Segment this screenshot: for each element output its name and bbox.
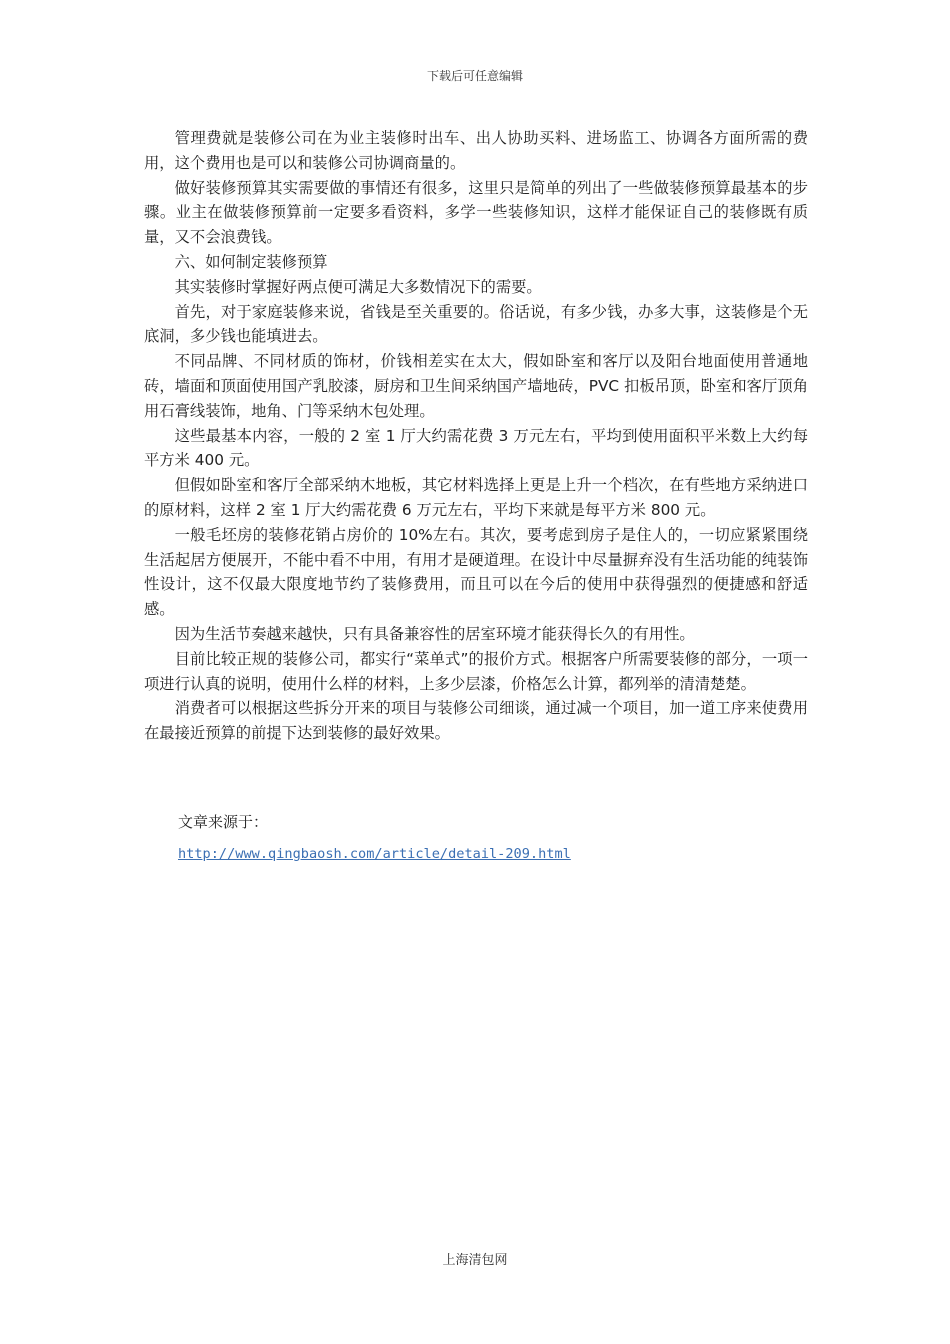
source-link[interactable]: http://www.qingbaosh.com/article/detail-209.html	[178, 846, 571, 862]
paragraph-negotiation: 消费者可以根据这些拆分开来的项目与装修公司细谈，通过减一个项目，加一道工序来使费用在最接近预算的前提下达到装修的最好效果。	[144, 699, 808, 743]
paragraph-upgraded-cost: 但假如卧室和客厅全部采纳木地板，其它材料选择上更是上升一个档次，在有些地方采纳进口的原材料，这样 2 室 1 厅大约需花费 6 万元左右，平均下来就是每平方米 800 元。	[144, 476, 808, 519]
paragraph-practical-design: 一般毛坯房的装修花销占房价的 10%左右。其次，要考虑到房子是住人的，一切应紧紧围绕生活起居方便展开，不能中看不中用，有用才是硬道理。在设计中尽量摒弃没有生活功能的纯装饰性设计，这不仅最大限度地节约了装修费用，而且可以在今后的使用中获得强烈的便捷感和舒适感。	[144, 525, 808, 619]
paragraph-compatibility: 因为生活节奏越来越快，只有具备兼容性的居室环境才能获得长久的有用性。	[174, 624, 695, 643]
paragraph-menu-quote: 目前比较正规的装修公司，都实行“菜单式”的报价方式。根据客户所需要装修的部分，一项一项进行认真的说明，使用什么样的材料，上多少层漆，价格怎么计算，都列举的清清楚楚。	[144, 649, 808, 693]
article-body	[144, 126, 808, 746]
paragraph-budget-steps: 做好装修预算其实需要做的事情还有很多，这里只是简单的列出了一些做装修预算最基本的步骤。业主在做装修预算前一定要多看资料，多学一些装修知识，这样才能保证自己的装修既有质量，又不会浪费钱。	[144, 178, 808, 247]
paragraph-management-fee: 管理费就是装修公司在为业主装修时出车、出人协助买料、进场监工、协调各方面所需的费用，这个费用也是可以和装修公司协调商量的。	[144, 129, 808, 172]
paragraph-materials: 不同品牌、不同材质的饰材，价钱相差实在太大，假如卧室和客厅以及阳台地面使用普通地砖，墙面和顶面使用国产乳胶漆，厨房和卫生间采纳国产墙地砖，PVC 扣板吊顶，卧室和客厅顶角用石膏线装饰，地角、门等采纳木包处理。	[144, 352, 808, 420]
source-label: 文章来源于：	[178, 813, 269, 831]
paragraph-two-points: 其实装修时掌握好两点便可满足大多数情况下的需要。	[174, 277, 542, 296]
paragraph-saving-money: 首先，对于家庭装修来说，省钱是至关重要的。俗话说，有多少钱，办多大事，这装修是个无底洞，多少钱也能填进去。	[144, 302, 808, 346]
section-heading: 六、如何制定装修预算	[174, 252, 328, 271]
page-footer: 上海清包网	[442, 1253, 508, 1268]
paragraph-basic-cost: 这些最基本内容，一般的 2 室 1 厅大约需花费 3 万元左右，平均到使用面积平米数上大约每平方米 400 元。	[144, 426, 808, 470]
page-header: 下载后可任意编辑	[426, 69, 523, 83]
